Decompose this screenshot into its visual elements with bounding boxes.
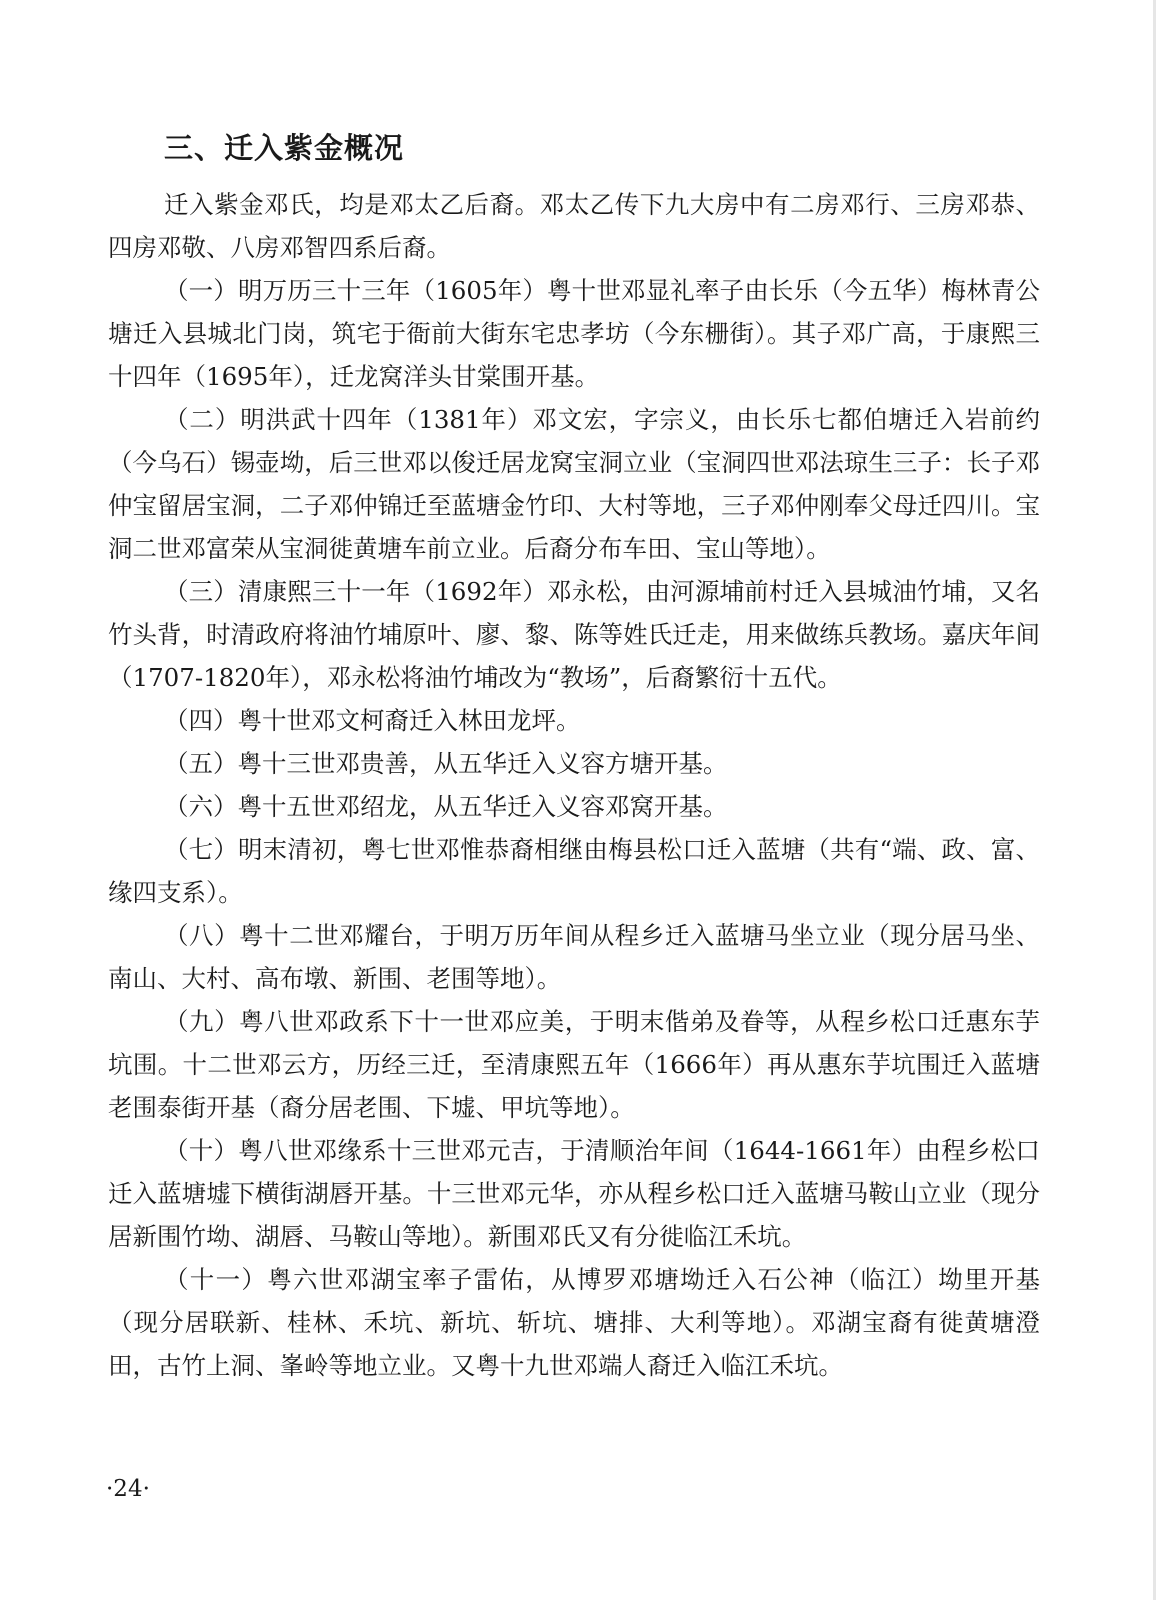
paragraph-item-10: （十）粤八世邓缘系十三世邓元吉，于清顺治年间（1644-1661年）由程乡松口迁入蓝塘墟下横街湖唇开基。十三世邓元华，亦从程乡松口迁入蓝塘马鞍山立业（现分居新围竹坳、湖唇、马鞍山等地）。新围邓氏又有分徙临江禾坑。	[108, 1136, 1040, 1251]
paragraph-intro: 迁入紫金邓氏，均是邓太乙后裔。邓太乙传下九大房中有二房邓行、三房邓恭、四房邓敬、八房邓智四系后裔。	[108, 190, 1040, 262]
paragraph-item-6: （六）粤十五世邓绍龙，从五华迁入义容邓窝开基。	[164, 792, 728, 821]
page-number: ·24·	[106, 1476, 150, 1502]
paragraph-item-11: （十一）粤六世邓湖宝率子雷佑，从博罗邓塘坳迁入石公神（临江）坳里开基（现分居联新、桂林、禾坑、新坑、斩坑、塘排、大利等地）。邓湖宝裔有徙黄塘澄田，古竹上洞、峯岭等地立业。又粤十九世邓端人裔迁入临江禾坑。	[108, 1265, 1040, 1380]
paragraph-item-2: （二）明洪武十四年（1381年）邓文宏，字宗义，由长乐七都伯塘迁入岩前约（今乌石）锡壶坳，后三世邓以俊迁居龙窝宝洞立业（宝洞四世邓法琼生三子：长子邓仲宝留居宝洞，二子邓仲锦迁至蓝塘金竹印、大村等地，三子邓仲刚奉父母迁四川。宝洞二世邓富荣从宝洞徙黄塘车前立业。后裔分布车田、宝山等地）。	[108, 405, 1040, 563]
paragraph-item-9: （九）粤八世邓政系下十一世邓应美，于明末偕弟及眷等，从程乡松口迁惠东芋坑围。十二世邓云方，历经三迁，至清康熙五年（1666年）再从惠东芋坑围迁入蓝塘老围泰街开基（裔分居老围、下墟、甲坑等地）。	[108, 1007, 1040, 1122]
paragraph-item-1: （一）明万历三十三年（1605年）粤十世邓显礼率子由长乐（今五华）梅林青公塘迁入县城北门岗，筑宅于衙前大街东宅忠孝坊（今东栅街）。其子邓广高，于康熙三十四年（1695年），迁龙窝洋头甘棠围开基。	[108, 276, 1040, 391]
paragraph-item-3: （三）清康熙三十一年（1692年）邓永松，由河源埔前村迁入县城油竹埔，又名竹头背，时清政府将油竹埔原叶、廖、黎、陈等姓氏迁走，用来做练兵教场。嘉庆年间（1707-1820年），邓永松将油竹埔改为“教场”，后裔繁衍十五代。	[108, 577, 1040, 692]
paragraph-item-5: （五）粤十三世邓贵善，从五华迁入义容方塘开基。	[164, 749, 728, 778]
paragraph-item-4: （四）粤十世邓文柯裔迁入林田龙坪。	[164, 706, 581, 735]
paragraph-item-7: （七）明末清初，粤七世邓惟恭裔相继由梅县松口迁入蓝塘（共有“端、政、富、缘四支系）。	[108, 835, 1040, 907]
body-text	[108, 183, 1040, 1387]
section-title: 三、迁入紫金概况	[164, 131, 405, 165]
paragraph-item-8: （八）粤十二世邓耀台，于明万历年间从程乡迁入蓝塘马坐立业（现分居马坐、南山、大村、高布墩、新围、老围等地）。	[108, 921, 1040, 993]
